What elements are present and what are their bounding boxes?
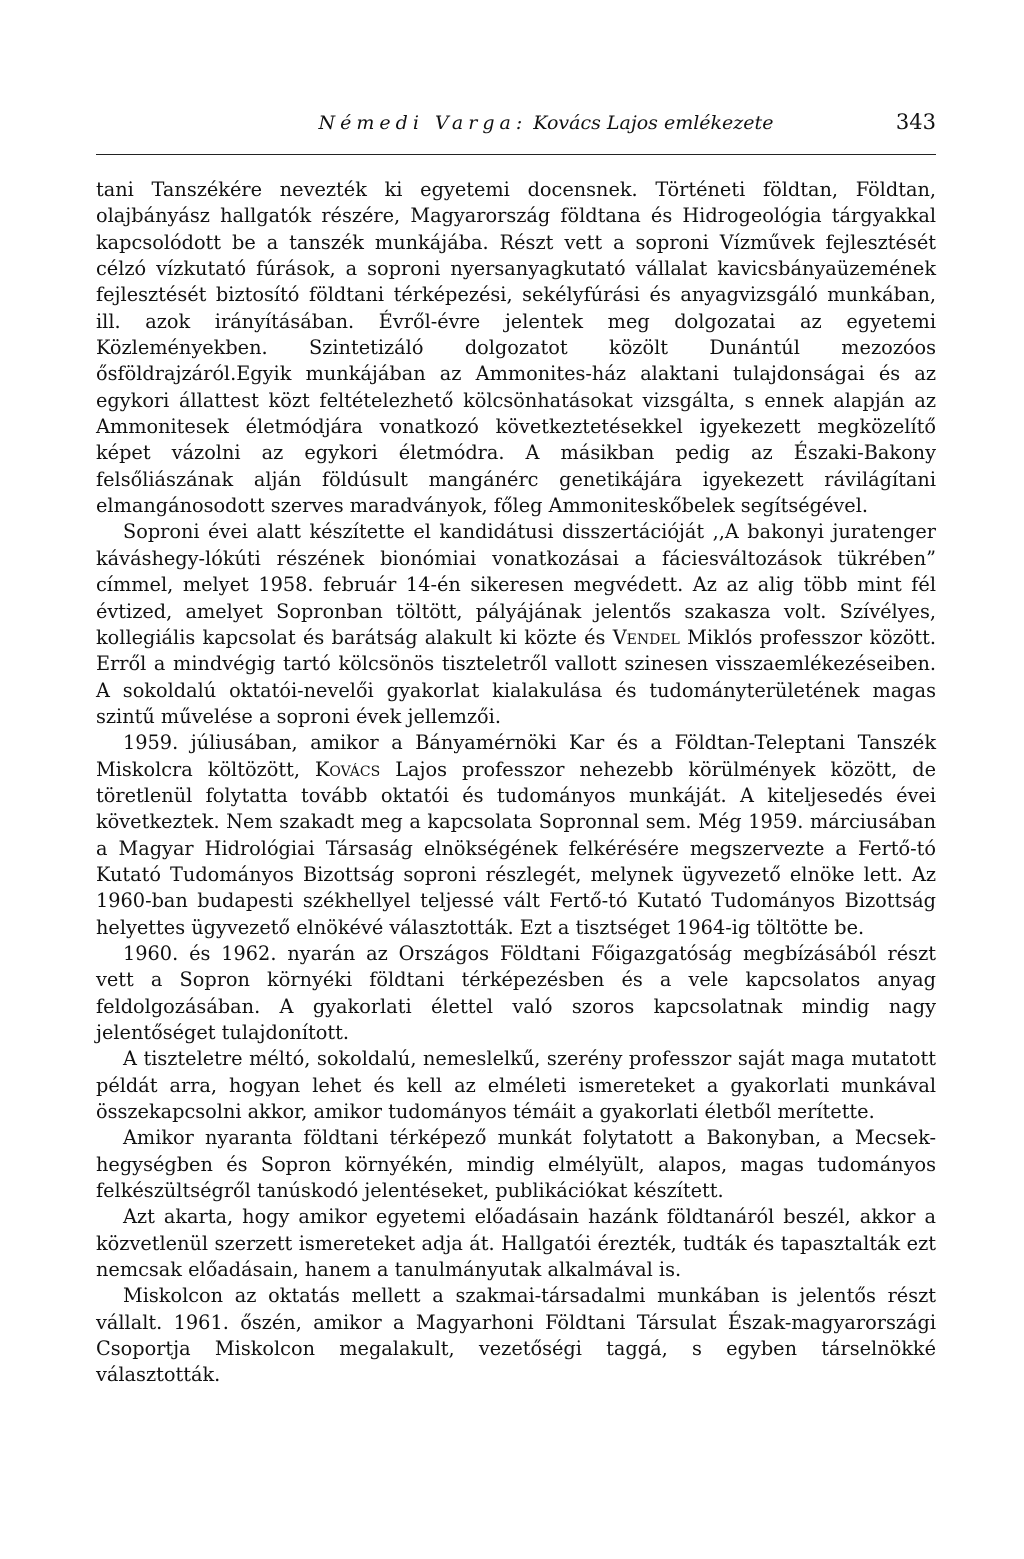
document-page [96,110,936,1389]
person-name-vendel: Vendel [612,625,680,649]
paragraph-4: 1960. és 1962. nyarán az Országos Földtani Főigazgatóság megbízásából részt vett a Sopron környéki földtani térképezésben és a vele kapcsolatos anyag feldolgozásában. A gyakorlati élettel való szoros kapcsolatnak mindig nagy jelentőséget tulajdonított. [96,941,936,1044]
paragraph-2-text-a: Soproni évei alatt készítette el kandidátusi disszertációját ,,A bakonyi juratenger káváshegy-lókúti részének bionómiai vonatkozásai a fáciesváltozások tükrében” címmel, melyet 1958. február 14-én sikeresen megvédett. Az az alig több mint fél évtized, amelyet Sopronban töltött, pályájának jelentős szakasza volt. Szívélyes, kollegiális kapcsolat és barátság alakult ki közte és [96,520,936,649]
header-title: Kovács Lajos emlékezete [533,112,774,134]
header-author: Némedi Varga: [318,112,528,134]
paragraph-1: tani Tanszékére nevezték ki egyetemi docensnek. Történeti földtan, Földtan, olajbányász hallgatók részére, Magyarország földtana és Hidrogeológia tárgyakkal kapcsolódott be a tanszék munkájába. Részt vett a soproni Vízművek fejlesztését célzó vízkutató fúrások, a soproni nyersanyagkutató vállalat kavicsbányaüzemének fejlesztését biztosító földtani térképezési, sekélyfúrási és anyagvizsgáló munkában, ill. azok irányításában. Évről-évre jelentek meg dolgozatai az egyetemi Közleményekben. Szintetizáló dolgozatot közölt Dunántúl mezozóos ősföldrajzáról.Egyik munkájában az Ammonites-ház alaktani tulajdonságai és az egykori állattest közt feltételezhető kölcsönhatásokat vizsgálta, s ennek alapján az Ammonitesek életmódjára vonatkozó következtetésekkel igyekezett megközelítő képet vázolni az egykori életmódra. A másikban pedig az Északi-Bakony felsőliászának alján földúsult mangánérc genetikájára igyekezett rávilágítani elmangánosodott szerves maradványok, főleg Ammoniteskőbelek segítségével. [96,178,936,518]
paragraph-8: Miskolcon az oktatás mellett a szakmai-társadalmi munkában is jelentős részt vállalt. 1961. őszén, amikor a Magyarhoni Földtani Társulat Észak-magyarországi Csoportja Miskolcon megalakult, vezetőségi taggá, s egyben társelnökké választották. [96,1284,936,1387]
paragraph-2-text-b: Miklós professzor között. Erről a mindvégig tartó kölcsönös tiszteletről vallott szinesen visszaemlékezéseiben. A sokoldalú oktatói-nevelői gyakorlat kialakulása és tudományterületének magas szintű művelése a soproni évek jellemzői. [96,625,936,728]
page-number: 343 [895,110,936,134]
paragraph-3-text-a: 1959. júliusában, amikor a Bányamérnöki Kar és a Földtan-Teleptani Tanszék Miskolcra költözött, [96,731,936,781]
paragraph-7: Azt akarta, hogy amikor egyetemi előadásain hazánk földtanáról beszél, akkor a közvetlenül szerzett ismereteket adja át. Hallgatói érezték, tudták és tapasztalták ezt nemcsak előadásain, hanem a tanulmányutak alkalmával is. [96,1205,936,1282]
article-body [96,177,936,1389]
paragraph-2 [96,519,936,730]
running-header [96,110,936,155]
paragraph-6: Amikor nyaranta földtani térképező munkát folytatott a Bakonyban, a Mecsek-hegységben és Sopron környékén, mindig elmélyült, alapos, magas tudományos felkészültségről tanúskodó jelentéseket, publikációkat készített. [96,1126,936,1203]
paragraph-5: A tiszteletre méltó, sokoldalú, nemeslelkű, szerény professzor saját maga mutatott példát arra, hogyan lehet és kell az elméleti ismereteket a gyakorlati munkával összekapcsolni akkor, amikor tudományos témáit a gyakorlati életből merítette. [96,1047,936,1124]
running-title [96,112,876,134]
paragraph-3-text-b: Lajos professzor nehezebb körülmények között, de töretlenül folytatta tovább oktatói és tudományos munkáját. A kiteljesedés évei következtek. Nem szakadt meg a kapcsolata Sopronnal sem. Még 1959. márciusában a Magyar Hidrológiai Társaság elnökségének felkérésére megszervezte a Fertő-tó Kutató Tudományos Bizottság soproni részlegét, melynek ügyvezető elnöke lett. Az 1960-ban budapesti székhellyel teljessé vált Fertő-tó Kutató Tudományos Bizottság helyettes ügyvezető elnökévé választották. Ezt a tisztséget 1964-ig töltötte be. [96,757,936,939]
paragraph-3 [96,730,936,941]
person-name-kovacs: Kovács [314,757,381,781]
